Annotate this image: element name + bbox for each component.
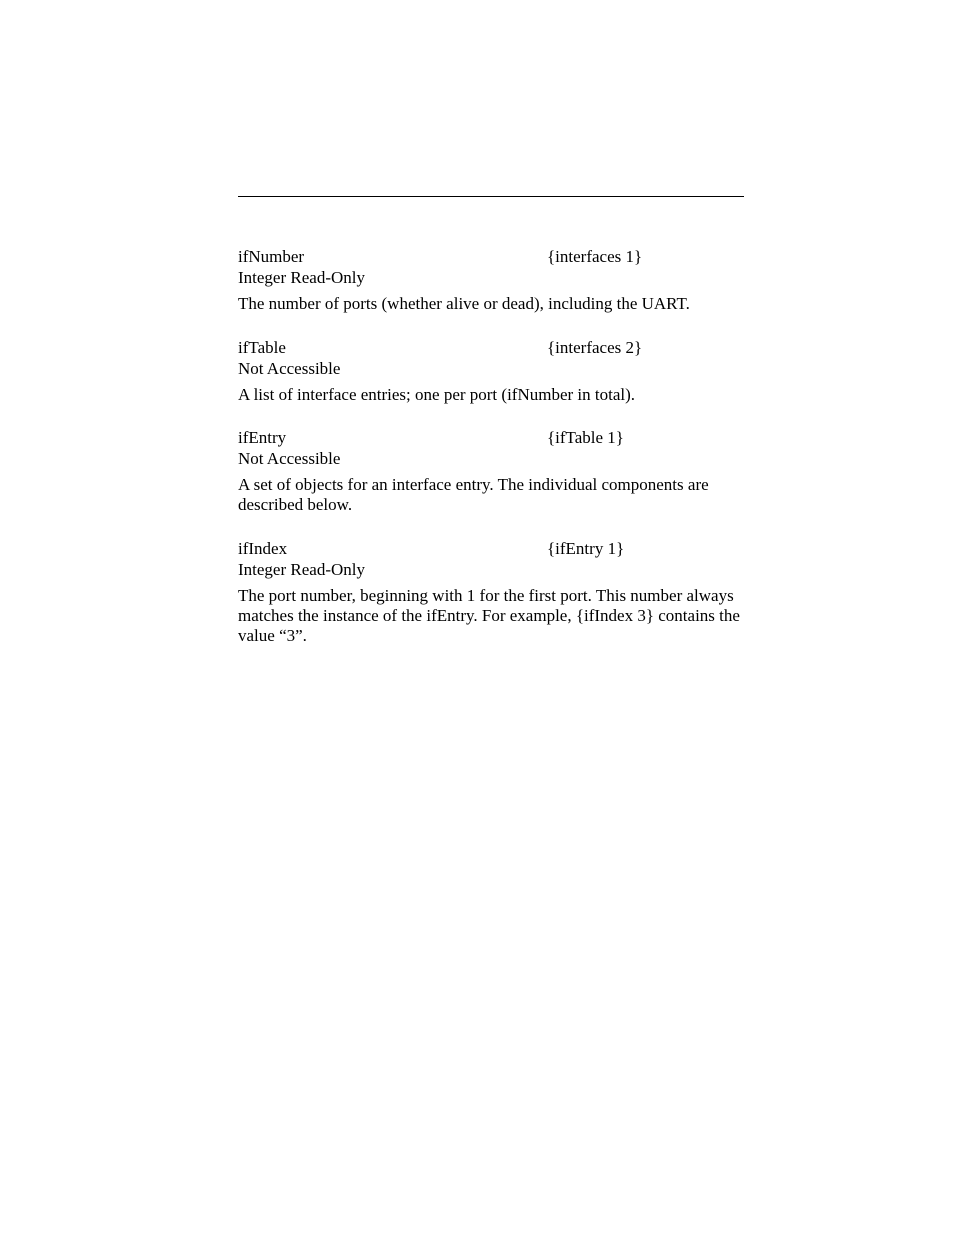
object-name: ifNumber [238, 247, 305, 266]
mib-entry-ifentry [238, 428, 744, 515]
object-oid: {interfaces 2} [547, 338, 643, 357]
object-name: ifTable [238, 338, 286, 357]
object-name: ifIndex [238, 539, 288, 558]
object-name: ifEntry [238, 428, 287, 447]
object-description: The number of ports (whether alive or dead), including the UART. [238, 294, 690, 313]
object-access: Not Accessible [238, 359, 341, 378]
object-oid: {ifEntry 1} [547, 539, 625, 558]
object-description: A list of interface entries; one per port (ifNumber in total). [238, 385, 636, 404]
object-oid: {ifTable 1} [547, 428, 624, 447]
entry-header [238, 539, 744, 560]
mib-entry-ifnumber [238, 247, 744, 314]
entry-header [238, 428, 744, 449]
mib-entry-ifindex [238, 539, 744, 646]
object-access: Integer Read-Only [238, 268, 365, 287]
object-access: Integer Read-Only [238, 560, 365, 579]
entry-header [238, 247, 744, 268]
entry-header [238, 338, 744, 359]
header-rule [238, 196, 744, 197]
object-description: The port number, beginning with 1 for the first port. This number always matches the instance of the ifEntry. For example, {ifIndex 3} contains the value “3”. [238, 586, 740, 645]
mib-entry-iftable [238, 338, 744, 405]
object-oid: {interfaces 1} [547, 247, 643, 266]
object-access: Not Accessible [238, 449, 341, 468]
object-description: A set of objects for an interface entry. The individual components are described below. [238, 475, 709, 514]
